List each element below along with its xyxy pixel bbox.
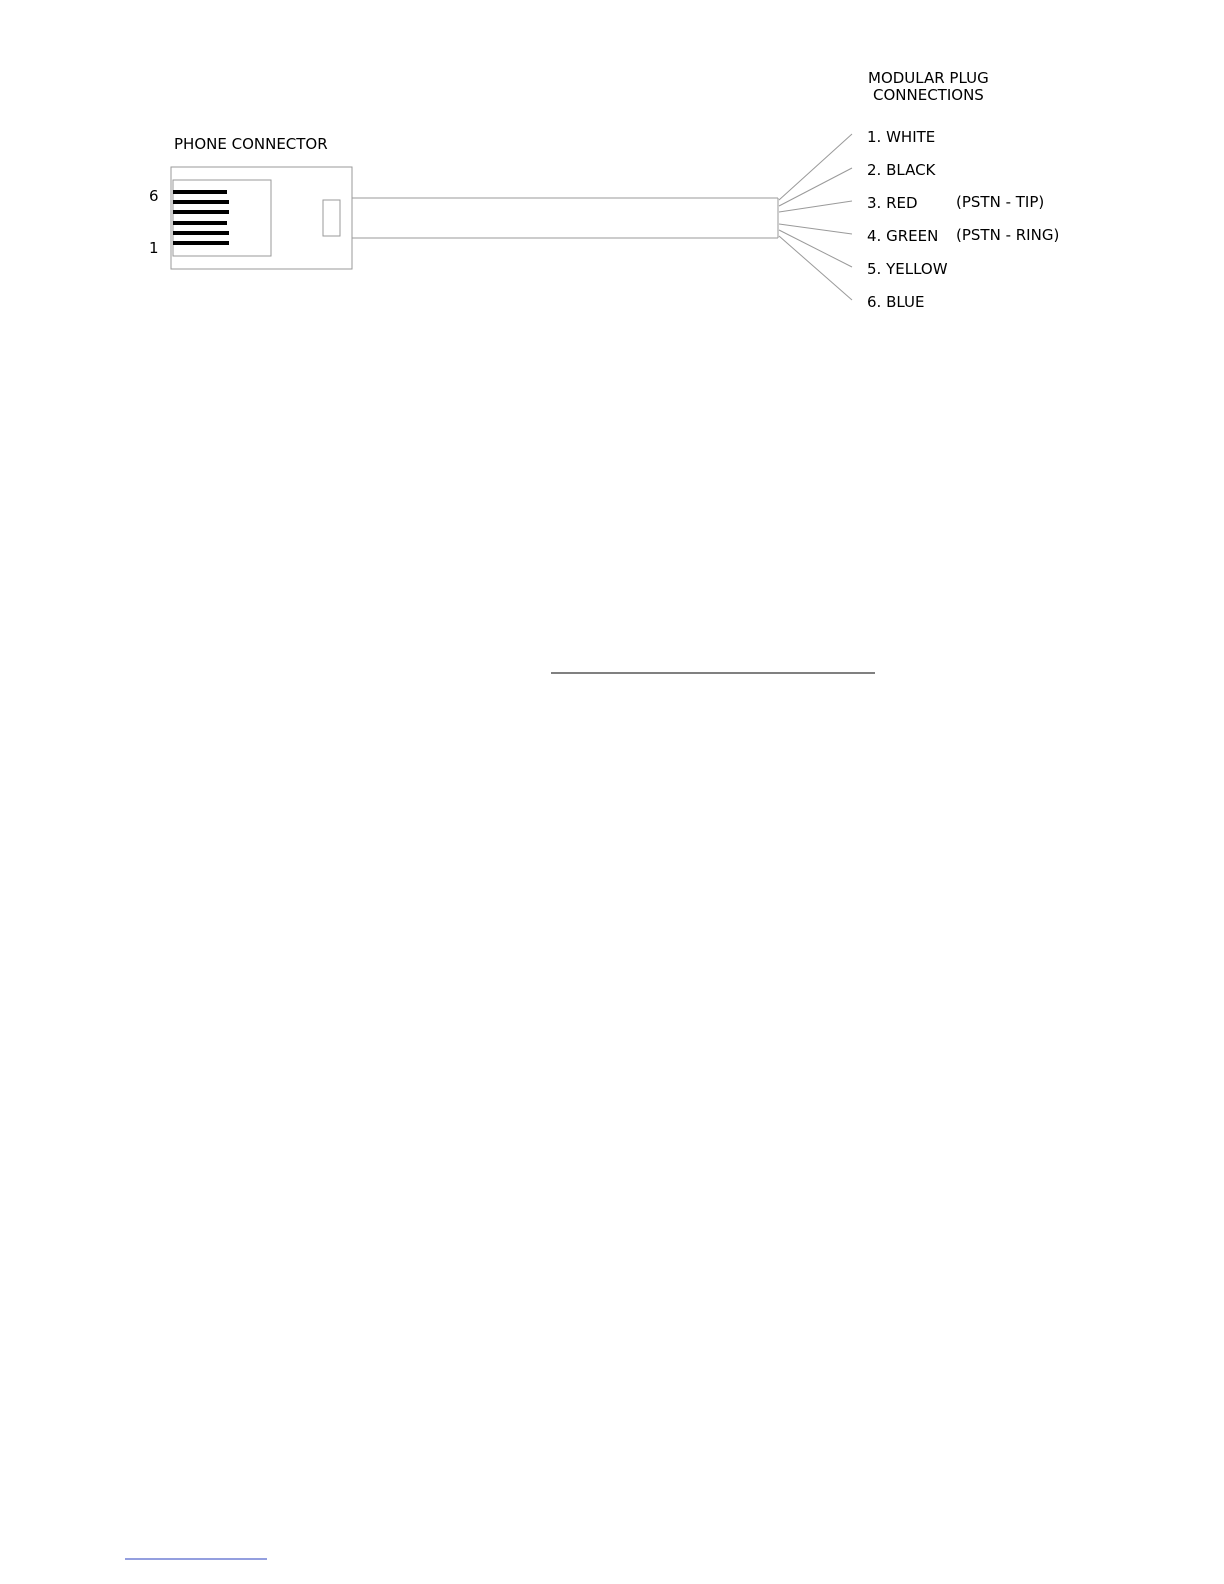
wire-5: [779, 230, 852, 267]
wire-3: [779, 201, 852, 212]
wire-note-4: (PSTN - RING): [956, 226, 1060, 244]
pin-2: [173, 231, 229, 235]
wire-4: [779, 224, 852, 234]
pin-4: [173, 210, 229, 214]
connector-pins: [173, 190, 229, 245]
pin-3: [173, 221, 227, 225]
wire-label-4: 4. GREEN: [867, 227, 939, 245]
pin-1: [173, 241, 229, 245]
wire-2: [779, 168, 852, 206]
wire-note-3: (PSTN - TIP): [956, 193, 1045, 211]
pin-5: [173, 200, 229, 204]
phone-connector-title: PHONE CONNECTOR: [174, 135, 328, 153]
wire-1: [779, 134, 852, 200]
wire-label-5: 5. YELLOW: [867, 260, 948, 278]
fan-out-wires: [779, 134, 852, 300]
wire-label-6: 6. BLUE: [867, 293, 925, 311]
modular-plug-title-line2: CONNECTIONS: [873, 86, 984, 104]
wire-label-3: 3. RED: [867, 194, 918, 212]
wire-label-2: 2. BLACK: [867, 161, 936, 179]
pin-label-6: 6: [149, 187, 159, 205]
wire-6: [779, 236, 852, 300]
wire-label-1: 1. WHITE: [867, 128, 936, 146]
pin-6: [173, 190, 227, 194]
connector-body: [171, 167, 352, 269]
pin-label-1: 1: [149, 239, 159, 257]
modular-plug-title-line1: MODULAR PLUG: [868, 69, 989, 87]
connector-latch: [323, 200, 340, 236]
